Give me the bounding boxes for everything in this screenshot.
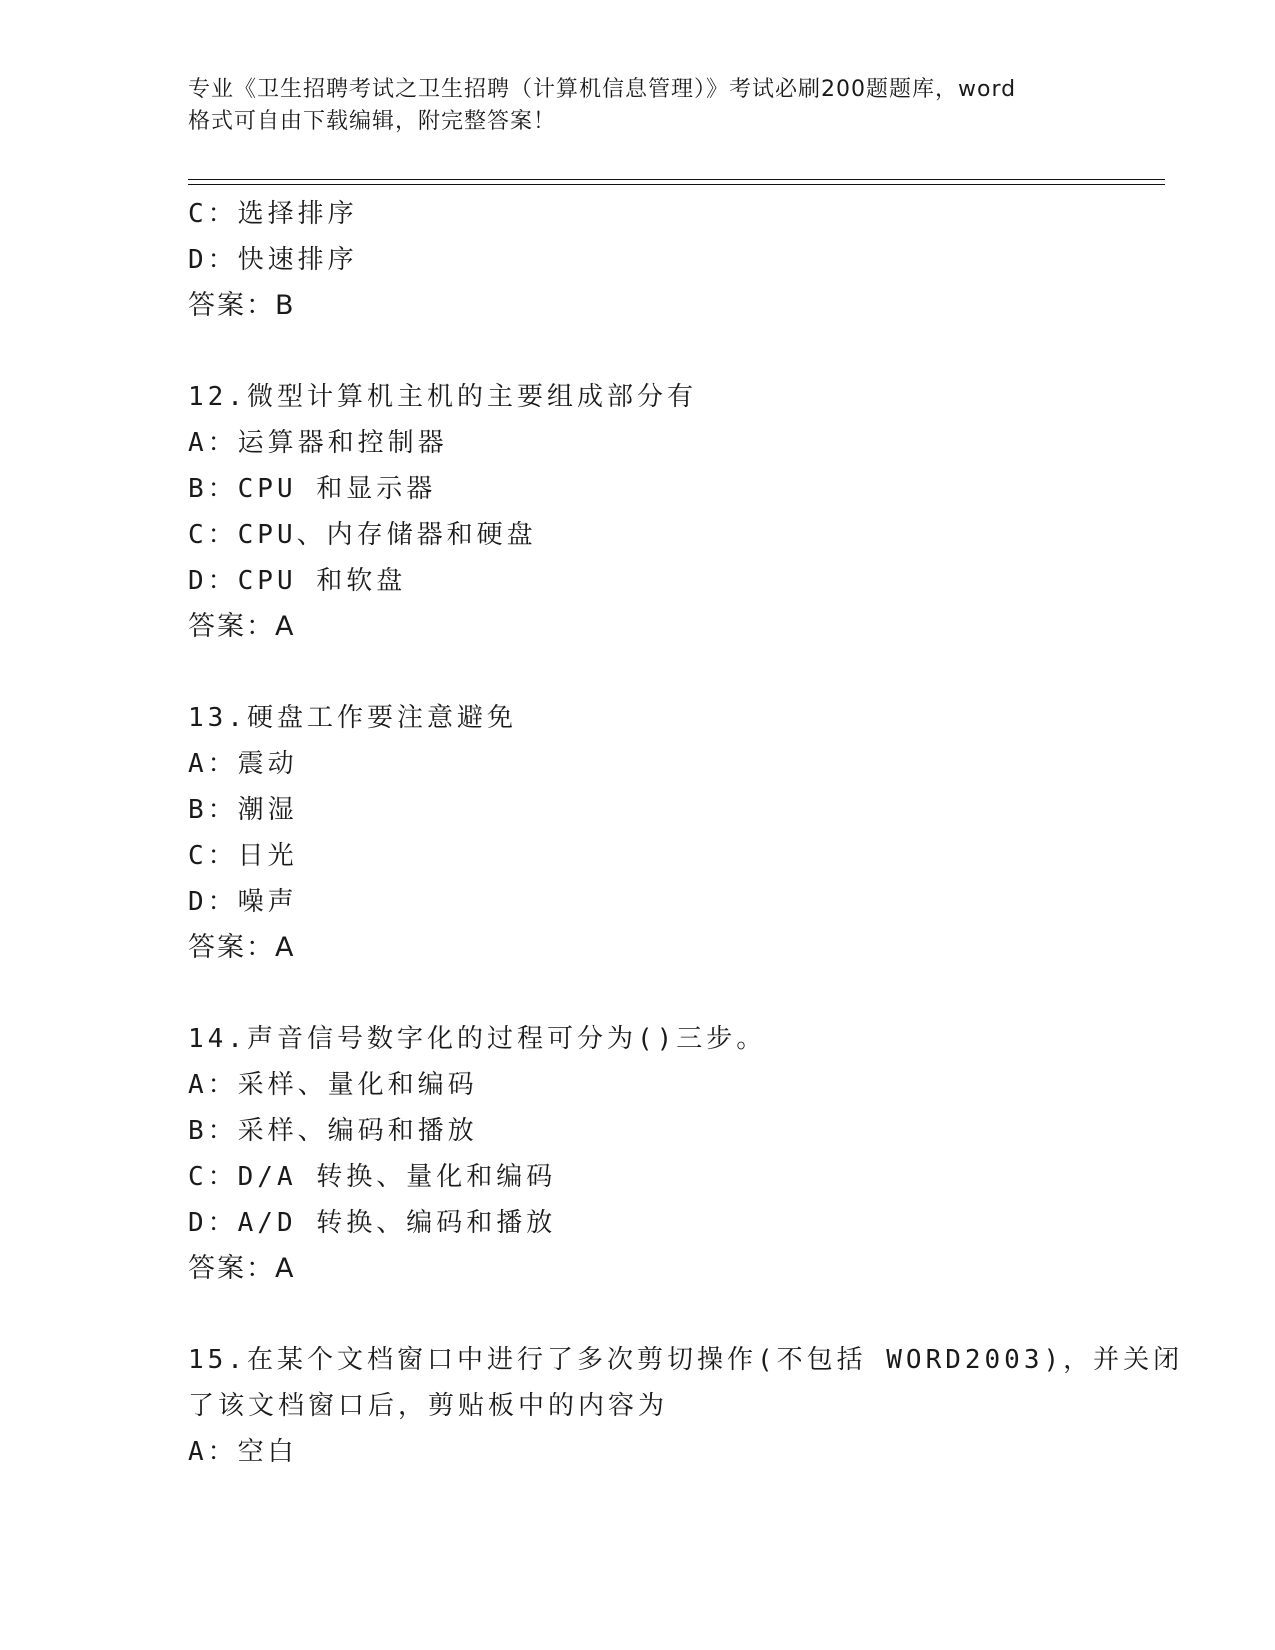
answer: 答案：A: [188, 932, 296, 963]
option-b: B：CPU 和显示器: [188, 474, 437, 504]
question-13: [188, 695, 1108, 971]
question-12: [188, 374, 1108, 650]
document-header: [188, 74, 1088, 138]
option-d: D：噪声: [188, 887, 298, 917]
question-11-partial: [188, 191, 1108, 329]
header-line-1: 专业《卫生招聘考试之卫生招聘（计算机信息管理）》考试必刷200题题库，word: [188, 77, 1017, 102]
header-line-2: 格式可自由下载编辑，附完整答案！: [188, 109, 557, 134]
option-b: B：潮湿: [188, 795, 298, 825]
question-list: [188, 191, 1184, 1475]
option-d: D：快速排序: [188, 245, 358, 275]
question-text-line-1: 15.在某个文档窗口中进行了多次剪切操作(不包括 WORD2003)，并关闭: [188, 1345, 1184, 1375]
option-a: A：震动: [188, 749, 298, 779]
question-15: [188, 1337, 1184, 1475]
question-text-line-2: 了该文档窗口后，剪贴板中的内容为: [188, 1391, 669, 1421]
option-b: B：采样、编码和播放: [188, 1116, 478, 1146]
answer: 答案：A: [188, 1253, 296, 1284]
header-rule-top: [188, 179, 1165, 180]
option-a: A：采样、量化和编码: [188, 1070, 478, 1100]
option-a: A：运算器和控制器: [188, 428, 448, 458]
question-text: 13.硬盘工作要注意避免: [188, 703, 517, 733]
question-14: [188, 1016, 1108, 1292]
option-c: C：选择排序: [188, 199, 358, 229]
option-c: C：D/A 转换、量化和编码: [188, 1162, 557, 1192]
header-rule-bottom: [188, 184, 1165, 185]
answer: 答案：B: [188, 290, 296, 321]
question-text: 14.声音信号数字化的过程可分为()三步。: [188, 1024, 767, 1054]
option-a: A：空白: [188, 1437, 298, 1467]
question-text: 12.微型计算机主机的主要组成部分有: [188, 382, 697, 412]
answer: 答案：A: [188, 611, 296, 642]
option-d: D：A/D 转换、编码和播放: [188, 1208, 557, 1238]
option-c: C：CPU、内存储器和硬盘: [188, 520, 537, 550]
option-c: C：日光: [188, 841, 298, 871]
option-d: D：CPU 和软盘: [188, 566, 407, 596]
